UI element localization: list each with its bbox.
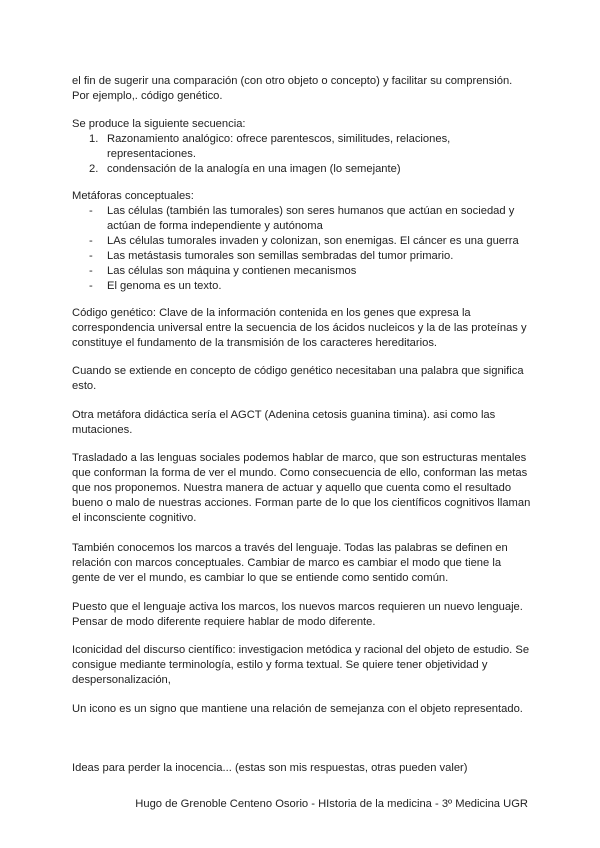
intro-text: el fin de sugerir una comparación (con otro objeto o concepto) y facilitar su comprensión. Por ejemplo,. código genético. bbox=[72, 75, 513, 102]
list-number: 1. bbox=[89, 133, 99, 145]
list-item-text: Las células son máquina y contienen mecanismos bbox=[107, 265, 357, 277]
paragraph-text: Puesto que el lenguaje activa los marcos, los nuevos marcos requieren un nuevo lenguaje. Pensar de modo diferente requiere hablar de modo diferente. bbox=[72, 601, 523, 628]
metaphors-heading bbox=[72, 189, 532, 204]
list-dash: - bbox=[89, 235, 93, 247]
metaphors-heading-text: Metáforas conceptuales: bbox=[72, 190, 194, 202]
paragraph-text: Ideas para perder la inocencia... (estas son mis respuestas, otras pueden valer) bbox=[72, 762, 468, 774]
list-item bbox=[72, 204, 532, 234]
paragraph-text: Un icono es un signo que mantiene una relación de semejanza con el objeto representado. bbox=[72, 703, 523, 715]
list-item bbox=[72, 234, 532, 249]
page-footer: Hugo de Grenoble Centeno Osorio - HIstoria de la medicina - 3º Medicina UGR bbox=[135, 798, 528, 810]
list-number: 2. bbox=[89, 163, 99, 175]
intro-paragraph bbox=[72, 74, 532, 104]
list-item-text: El genoma es un texto. bbox=[107, 280, 222, 292]
list-item bbox=[72, 132, 532, 162]
iconicidad-paragraph bbox=[72, 643, 532, 688]
list-item-text: Razonamiento analógico: ofrece parentescos, similitudes, relaciones, representaciones. bbox=[107, 133, 451, 160]
paragraph-text: Cuando se extiende en concepto de código genético necesitaban una palabra que significa esto. bbox=[72, 365, 524, 392]
list-item-text: LAs células tumorales invaden y colonizan, son enemigas. El cáncer es una guerra bbox=[107, 235, 519, 247]
list-dash: - bbox=[89, 250, 93, 262]
list-dash: - bbox=[89, 280, 93, 292]
list-item-text: Las metástasis tumorales son semillas sembradas del tumor primario. bbox=[107, 250, 454, 262]
paragraph-text: También conocemos los marcos a través del lenguaje. Todas las palabras se definen en relación con marcos conceptuales. Cambiar de marco es cambiar el modo que tiene la gente de ver el mundo, es cambiar lo que se entiende como sentido común. bbox=[72, 542, 508, 584]
list-item bbox=[72, 162, 532, 177]
paragraph-text: Iconicidad del discurso científico: investigacion metódica y racional del objeto de estudio. Se consigue mediante terminología, estilo y forma textual. Se quiere tener objetividad y despersonalización, bbox=[72, 644, 530, 686]
otra-paragraph bbox=[72, 408, 532, 438]
metaphors-list bbox=[72, 204, 532, 294]
paragraph-text: Otra metáfora didáctica sería el AGCT (Adenina cetosis guanina timina). asi como las mutaciones. bbox=[72, 409, 496, 436]
list-item bbox=[72, 249, 532, 264]
list-dash: - bbox=[89, 205, 93, 217]
sequence-list bbox=[72, 132, 532, 177]
cuando-paragraph bbox=[72, 364, 532, 394]
list-dash: - bbox=[89, 265, 93, 277]
paragraph-text: Trasladado a las lenguas sociales podemos hablar de marco, que son estructuras mentales que conforman la forma de ver el mundo. Como consecuencia de ello, conforman las metas que nos proponemos. Nuestra manera de actuar y aquello que cuenta como el resultado bueno o malo de nuestras acciones. Forman parte de lo que los científicos cognitivos llaman el inconsciente cognitivo. bbox=[72, 452, 531, 524]
ideas-paragraph bbox=[72, 761, 532, 776]
paragraph-text: Código genético: Clave de la información contenida en los genes que expresa la correspondencia universal entre la secuencia de los ácidos nucleicos y la de las proteínas y constituye el fundamento de la transmisión de los caracteres hereditarios. bbox=[72, 307, 527, 349]
list-item bbox=[72, 279, 532, 294]
codigo-paragraph bbox=[72, 306, 532, 351]
sequence-heading bbox=[72, 117, 532, 132]
puesto-paragraph bbox=[72, 600, 532, 630]
list-item bbox=[72, 264, 532, 279]
tambien-paragraph bbox=[72, 541, 532, 586]
list-item-text: Las células (también las tumorales) son seres humanos que actúan en sociedad y actúan de forma independiente y autónoma bbox=[107, 205, 515, 232]
sequence-heading-text: Se produce la siguiente secuencia: bbox=[72, 118, 246, 130]
list-item-text: condensación de la analogía en una imagen (lo semejante) bbox=[107, 163, 401, 175]
trasladado-paragraph bbox=[72, 451, 532, 526]
icono-paragraph bbox=[72, 702, 532, 717]
